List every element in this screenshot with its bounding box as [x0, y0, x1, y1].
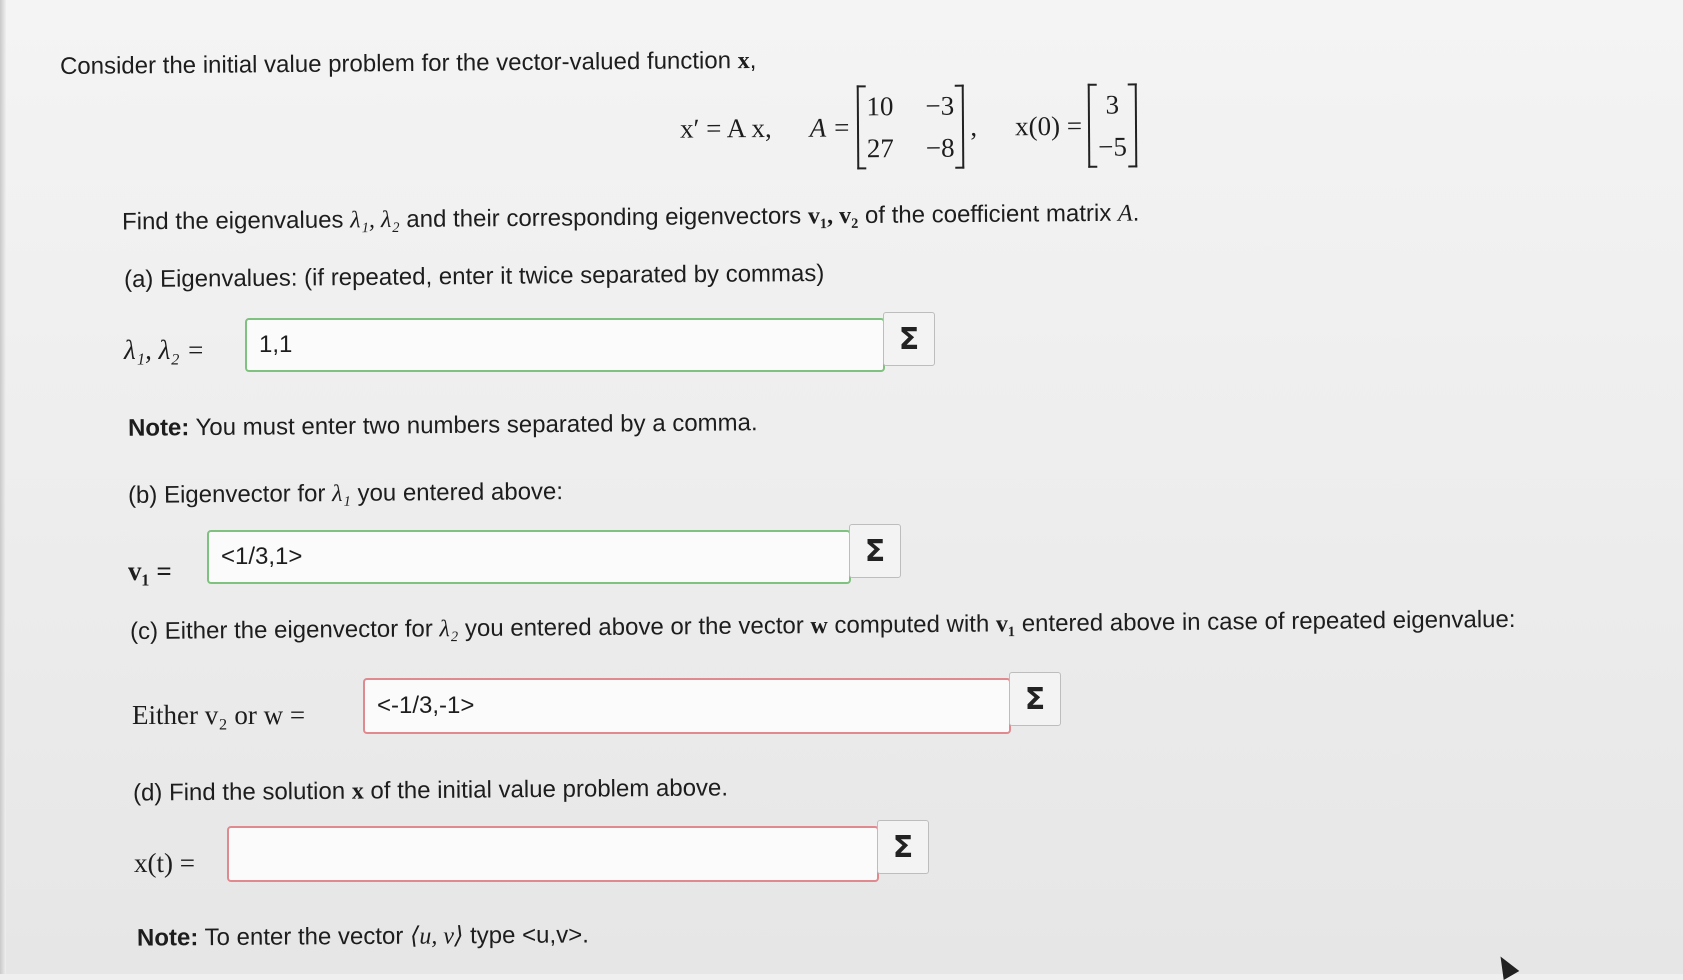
part-d-sym: x [351, 778, 364, 805]
part-b-pre: (b) Eigenvector for [127, 480, 326, 509]
screen-edge [0, 0, 6, 974]
part-a-label: λ₁, λ₂ = [124, 335, 205, 365]
find-A: A [1117, 200, 1133, 227]
part-c-w: w [810, 612, 828, 640]
matrix-cell: 10 [866, 91, 894, 122]
mouse-cursor-icon [1493, 952, 1520, 980]
part-a-answer [245, 318, 935, 372]
vector-x0 [1088, 83, 1137, 167]
eigenvector-2-input[interactable]: <-1/3,-1> [363, 678, 1011, 734]
note-2-vec: ⟨u, v⟩ [409, 923, 464, 950]
part-c-mid: you entered above or the vector [464, 612, 804, 643]
part-d-answer [227, 826, 929, 882]
part-b-post: you entered above: [357, 478, 564, 507]
part-b-answer [207, 530, 901, 584]
part-c-answer [363, 678, 1061, 734]
part-d-post: of the initial value problem above. [370, 774, 729, 805]
part-c-sym1: λ₂ [439, 616, 459, 643]
intro-line [60, 47, 757, 81]
find-vectors: v₁, v₂ [807, 203, 859, 230]
matrix-A [856, 85, 964, 170]
note-2-text1: To enter the vector [204, 922, 404, 952]
equation-editor-button[interactable] [877, 820, 929, 874]
note-2-text2: type <u,v>. [469, 921, 589, 950]
find-text3: of the coefficient matrix [864, 199, 1112, 229]
note-1-text: You must enter two numbers separated by a comma. [195, 409, 758, 442]
eigenvalues-input[interactable]: 1,1 [245, 318, 885, 372]
equation-editor-button[interactable] [883, 312, 935, 366]
matrix-label: A = [809, 111, 851, 143]
equation-editor-button[interactable] [1009, 672, 1061, 726]
ic-label: x(0) = [1015, 110, 1083, 141]
part-d-label: x(t) = [134, 848, 195, 878]
intro-trail: , [749, 46, 757, 75]
part-c-sym2: v₁ [995, 611, 1016, 638]
eigenvector-1-input[interactable]: <1/3,1> [207, 530, 851, 584]
vector-cell: 3 [1105, 89, 1120, 120]
find-line [122, 200, 1140, 237]
note-2 [137, 920, 589, 952]
part-b-heading [128, 478, 563, 510]
part-d-heading [133, 774, 728, 807]
note-1 [128, 409, 758, 442]
part-c-label: Either v₂ or w = [132, 700, 306, 730]
part-c-heading [130, 606, 1516, 646]
find-end: . [1132, 199, 1140, 227]
sigma-icon: Σ [898, 321, 920, 357]
intro-var: x [737, 48, 750, 75]
sigma-icon: Σ [864, 533, 886, 569]
equation-sep: , [970, 111, 978, 142]
matrix-cell: −3 [925, 90, 955, 121]
matrix-cell: 27 [866, 133, 894, 164]
part-d-pre: (d) Find the solution [132, 777, 346, 807]
part-c-post: entered above in case of repeated eigenvalue: [1021, 605, 1516, 638]
find-text1: Find the eigenvalues [121, 206, 344, 236]
equation-editor-button[interactable] [849, 524, 901, 578]
part-c-mid2: computed with [834, 610, 990, 639]
intro-text: Consider the initial value problem for the vector-valued function [59, 47, 732, 81]
part-c-pre: (c) Either the eigenvector for [129, 615, 433, 646]
vector-cell: −5 [1098, 131, 1128, 162]
display-equation [680, 80, 1143, 173]
part-a-heading: (a) Eigenvalues: (if repeated, enter it twice separated by commas) [123, 259, 825, 294]
note-2-bold: Note: [136, 924, 199, 952]
part-b-label: v₁ = [128, 556, 172, 586]
note-1-bold: Note: [127, 414, 190, 442]
matrix-cell: −8 [925, 132, 955, 163]
find-text2: and their corresponding eigenvectors [406, 202, 802, 233]
find-lambdas: λ₁, λ₂ [350, 207, 400, 234]
part-b-sym: λ₁ [331, 480, 351, 508]
ode-lhs: x′ = A x, [679, 112, 772, 144]
sigma-icon: Σ [892, 829, 914, 865]
sigma-icon: Σ [1024, 681, 1046, 717]
solution-input[interactable] [227, 826, 879, 882]
